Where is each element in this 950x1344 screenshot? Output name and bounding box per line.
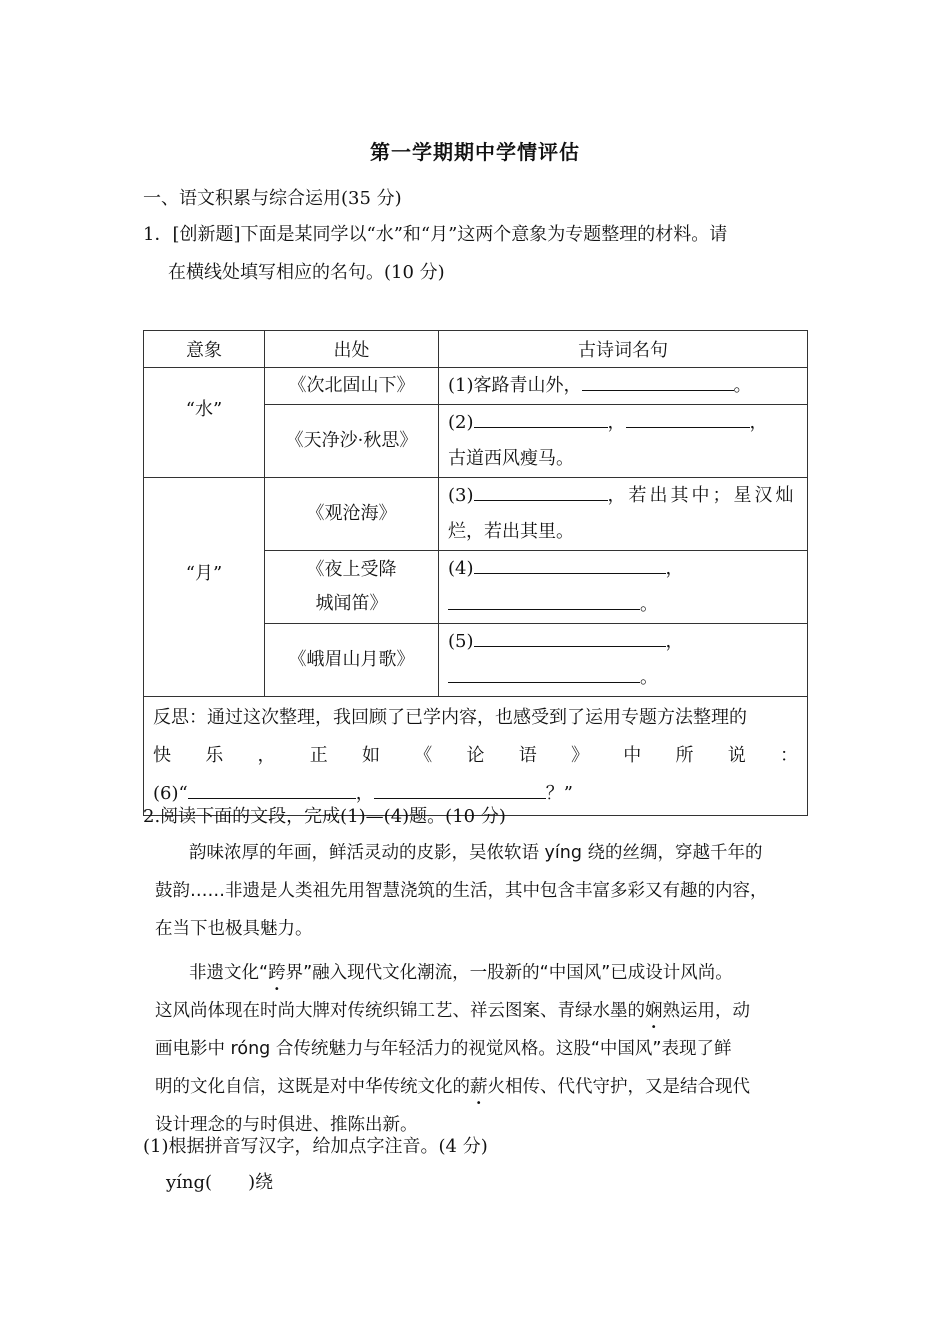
passage-p2-line-2 [155, 992, 835, 1030]
passage-p2-line-1 [155, 954, 835, 992]
passage-p2-line-5: 设计理念的与时俱进、推陈出新。 [155, 1115, 418, 1135]
sub-question-1-item-a [166, 1174, 273, 1192]
sub-question-1: (1)根据拼音写汉字，给加点字注音。(4 分) [143, 1136, 488, 1157]
verse-5-comma: ， [665, 631, 684, 652]
header-verse: 古诗词名句 [439, 331, 808, 368]
verse-1-prefix: (1)客路青山外， [448, 375, 582, 396]
blank-4b[interactable] [448, 591, 640, 610]
poem-table [143, 330, 808, 816]
reflection-char: 语 [518, 745, 537, 766]
blank-5b[interactable] [448, 664, 640, 683]
p2-l4-text-b: 火相传、代代守护，又是结合现代 [487, 1077, 750, 1097]
item-a-prefix: yíng( [166, 1172, 213, 1193]
verse-2-comma: ， [607, 412, 626, 433]
verse-3-rest: ，若出其中；星汉灿 [607, 485, 797, 506]
reflection-char: 》 [571, 745, 589, 766]
verse-1 [439, 368, 808, 405]
verse-4 [439, 551, 808, 624]
passage-p1-line-3: 在当下也极具魅力。 [155, 919, 313, 939]
blank-5a[interactable] [474, 628, 666, 647]
question-1-line-2: 在横线处填写相应的名句。(10 分) [168, 262, 445, 283]
verse-2 [439, 405, 808, 478]
p2-l2-text-a: 这风尚体现在时尚大牌对传统织锦工艺、祥云图案、青绿水墨的 [155, 1001, 645, 1021]
verse-4-comma: ， [665, 558, 684, 579]
dotted-char-xin: 薪 [470, 1077, 488, 1097]
p2-l1-text-a: 非遗文化“ [189, 963, 269, 983]
reflection-line-2 [153, 737, 798, 775]
verse-3 [439, 478, 808, 551]
page-title: 第一学期期中学情评估 [370, 140, 580, 164]
q6-prefix: (6)“ [153, 783, 188, 804]
blank-4a[interactable] [474, 555, 666, 574]
verse-4-end: 。 [640, 594, 658, 615]
source-4-line-2: 城闻笛》 [315, 593, 388, 614]
blank-2a[interactable] [474, 409, 608, 428]
verse-5 [439, 624, 808, 697]
source-2: 《天净沙·秋思》 [265, 405, 439, 478]
p2-l2-text-b: 熟运用，动 [662, 1001, 750, 1021]
reflection-char: 快 [153, 745, 171, 766]
passage-p2-line-3: 画电影中 róng 合传统魅力与年轻活力的视觉风格。这股“中国风”表现了鲜 [155, 1039, 732, 1059]
reflection-char: 乐 [205, 745, 224, 766]
q6-comma: ， [355, 783, 374, 804]
reflection-char: 《 [414, 745, 433, 766]
source-4 [265, 551, 439, 624]
reflection-char: 说 [727, 745, 746, 766]
reflection-char: 论 [466, 745, 485, 766]
section-heading: 一、语文积累与综合运用(35 分) [143, 188, 402, 209]
reflection-char: 正 [309, 745, 328, 766]
question-1-line-1: 1．[创新题]下面是某同学以“水”和“月”这两个意象为专题整理的材料。请 [143, 224, 728, 245]
reflection-cell [144, 697, 808, 816]
dotted-char-kua: 跨 [268, 963, 286, 983]
verse-3-prefix: (3) [448, 485, 474, 506]
passage-p1-line-1: 韵味浓厚的年画，鲜活灵动的皮影，吴侬软语 yíng 绕的丝绸，穿越千年的 [189, 843, 763, 863]
source-3: 《观沧海》 [265, 478, 439, 551]
dotted-char-xian: 娴 [645, 1001, 663, 1021]
blank-6b[interactable] [374, 780, 546, 799]
q6-end: ？” [545, 783, 573, 804]
verse-3-line-2: 烂，若出其里。 [448, 521, 574, 542]
verse-2-prefix: (2) [448, 412, 474, 433]
verse-2-comma-2: ， [749, 412, 768, 433]
source-4-line-1: 《夜上受降 [306, 559, 397, 580]
source-5: 《峨眉山月歌》 [265, 624, 439, 697]
blank-1[interactable] [582, 372, 734, 391]
passage-p2-line-4 [155, 1068, 835, 1106]
p2-l1-text-b: 界”融入现代文化潮流，一股新的“中国风”已成设计风尚。 [285, 963, 733, 983]
question-2-intro: 2.阅读下面的文段，完成(1)—(4)题。(10 分) [143, 806, 506, 827]
header-image: 意象 [144, 331, 265, 368]
reflection-char: 如 [362, 745, 380, 766]
reflection-char: 中 [623, 745, 642, 766]
reflection-line-1: 反思：通过这次整理，我回顾了已学内容，也感受到了运用专题方法整理的 [153, 707, 747, 728]
reflection-char: 所 [675, 745, 694, 766]
image-water: “水” [144, 368, 265, 478]
verse-5-end: 。 [640, 667, 658, 688]
item-a-suffix: )绕 [248, 1172, 274, 1193]
reflection-char: ， [257, 745, 276, 766]
passage-p1-line-2: 鼓韵……非遗是人类祖先用智慧浇筑的生活，其中包含丰富多彩又有趣的内容， [155, 881, 768, 901]
blank-2b[interactable] [626, 409, 750, 428]
p2-l4-text-a: 明的文化自信，这既是对中华传统文化的 [155, 1077, 470, 1097]
reading-passage [155, 834, 835, 1144]
verse-5-prefix: (5) [448, 631, 474, 652]
blank-6a[interactable] [188, 780, 356, 799]
verse-1-end: 。 [733, 375, 752, 396]
source-1: 《次北固山下》 [265, 368, 439, 405]
header-source: 出处 [265, 331, 439, 368]
blank-3[interactable] [474, 482, 608, 501]
verse-4-prefix: (4) [448, 558, 474, 579]
verse-2-line-2: 古道西风瘦马。 [448, 448, 574, 469]
image-moon: “月” [144, 478, 265, 697]
reflection-char: ： [780, 745, 798, 766]
